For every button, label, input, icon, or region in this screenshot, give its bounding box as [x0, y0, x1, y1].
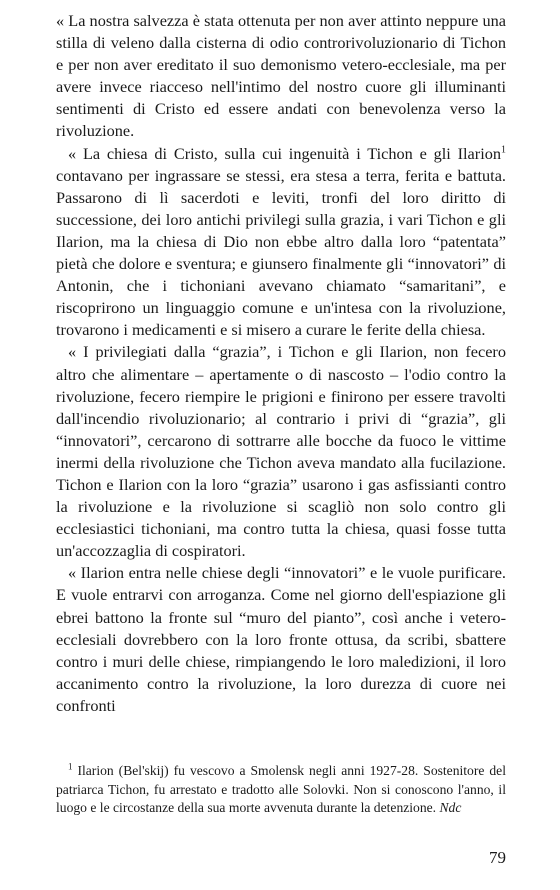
paragraph-4: « Ilarion entra nelle chiese degli “innovatori” e le vuole purificare. E vuole entrarvi con arroganza. Come nel giorno dell'espiazione gli ebrei battono la fronte sul “muro del pianto”, così anche i vetero-ecclesiali dovrebbero con la loro fronte ottusa, da scribi, sbattere contro i muri delle chiese, rimpiangendo le loro maledizioni, il loro accanimento contro la rivoluzione, la loro durezza di cuore nei confronti: [56, 563, 506, 715]
page-number: 79: [489, 848, 506, 867]
paragraph-1: « La nostra salvezza è stata ottenuta per non aver attinto neppure una stilla di veleno dalla cisterna di odio controrivoluzionario di Tichon e per non aver ereditato il suo demonismo vetero-ecclesiale, ma per avere invece riacceso nell'intimo del nostro cuore gli illuminanti sentimenti di Cristo ed essere andati con benevolenza verso la rivoluzione.: [56, 11, 506, 141]
body-text: [56, 10, 506, 717]
paragraph-2-start: « La chiesa di Cristo, sulla cui ingenuità i Tichon e gli Ilarion: [68, 143, 501, 163]
footnote: [56, 762, 506, 818]
paragraph-2: [56, 143, 506, 342]
footnote-reference: 1: [501, 144, 506, 156]
paragraph-2-rest: contavano per ingrassare se stessi, era stesa a terra, ferita e battuta. Passarono di lì sacerdoti e leviti, tronfi del loro diritto di successione, dei loro antichi privilegi sulla grazia, i vari Tichon e gli Ilarion, ma la chiesa di Dio non ebbe altro dalla loro “patentata” pietà che dolore e sventura; e giunsero finalmente gli “innovatori” di Antonin, che i tichoniani avevano chiamato “samaritani”, e riscoprirono un linguaggio comune e un'intesa con la rivoluzione, trovarono i medicamenti e si misero a curare le ferite della chiesa.: [56, 165, 506, 340]
footnote-text: Ilarion (Bel'skij) fu vescovo a Smolensk negli anni 1927-28. Sostenitore del patriarca Tichon, fu arrestato e tradotto alle Solovki. Non si conoscono l'anno, il luogo e le circostanze della sua morte avvenuta durante la detenzione.: [56, 763, 506, 816]
footnote-marker: 1: [68, 761, 73, 772]
paragraph-3: « I privilegiati dalla “grazia”, i Tichon e gli Ilarion, non fecero altro che alimentare – apertamente o di nascosto – l'odio contro la rivoluzione, fecero riempire le prigioni e finirono per essere travolti dall'incendio rivoluzionario; al contrario i privi di “grazia”, gli “innovatori”, cercarono di sottrarre alle bocche da fuoco le vittime inermi della rivoluzione che Tichon aveva mandato alla fucilazione. Tichon e Ilarion con la loro “grazia” usarono i gas asfissianti contro la rivoluzione e la rivoluzione si scagliò non solo contro gli ecclesiastici tichoniani, ma contro tutta la chiesa, quasi fosse tutta un'accozzaglia di cospiratori.: [56, 342, 506, 561]
footnote-note-tag: Ndc: [439, 800, 462, 816]
